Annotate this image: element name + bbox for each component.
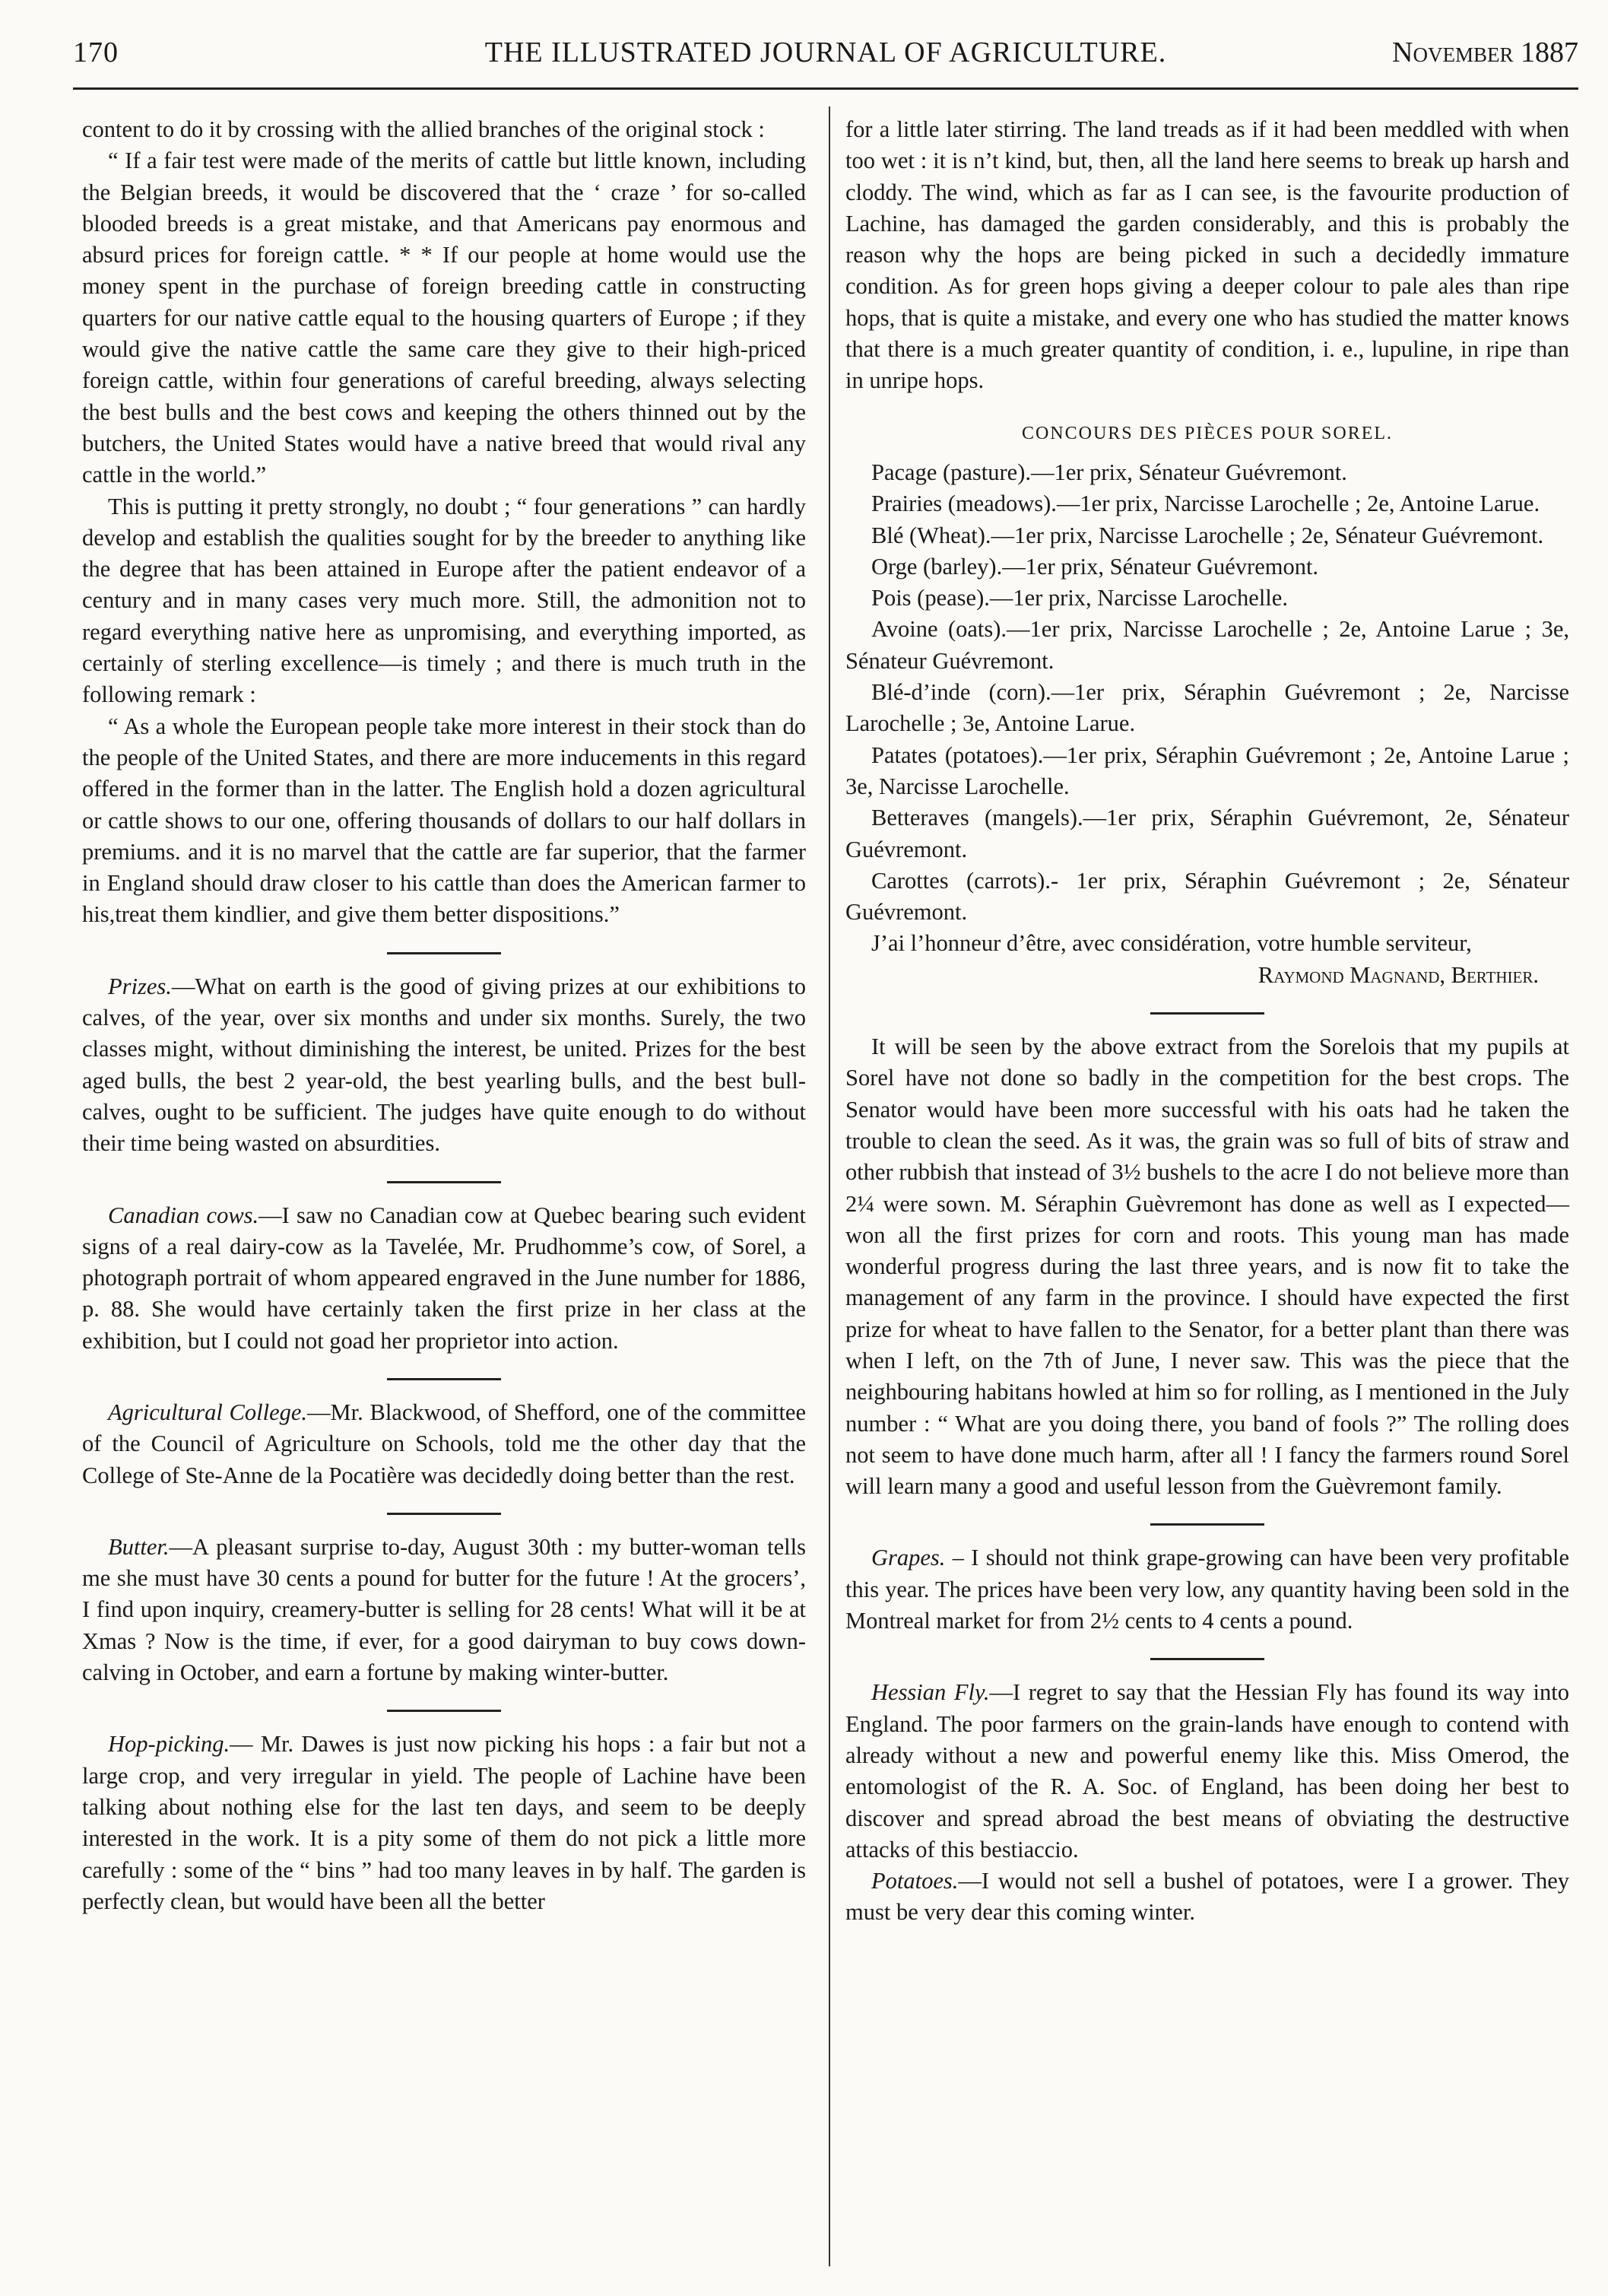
section-grapes [845,1542,1569,1637]
section-separator [387,1378,501,1380]
section-body: — Mr. Dawes is just now picking his hops : a fair but not a large crop, and very irregular in yield. The people of Lachine have been talking about nothing else for the last ten days, and seem to be deeply interested in the work. It is a pity some of them do not pick a little more carefully : some of the “ bins ” had too many leaves in by half. The garden is perfectly clean, but would have been all the better [82,1731,806,1914]
section-body: – I should not think grape-growing can have been very profitable this year. The prices have been very low, any quantity having been sold in the Montreal market for from 2½ cents to 4 cents a pound. [845,1545,1569,1634]
page-number: 170 [73,37,119,68]
issue-date: November 1887 [1392,37,1578,68]
prize-entry: Orge (barley).—1er prix, Sénateur Guévremont. [871,553,1319,580]
section-heading: Grapes. [871,1545,946,1571]
section-body: —I saw no Canadian cow at Quebec bearing such evident signs of a real dairy-cow as la Tavelée, Mr. Prudhomme’s cow, of Sorel, a photograph portrait of whom appeared engraved in the June number for 1886, p. 88. She would have certainly taken the first prize in her class at the exhibition, but I could not goad her proprietor into action. [82,1202,806,1354]
prize-entry: Pacage (pasture).—1er prix, Sénateur Guévremont. [871,459,1347,485]
section-heading: Hop-picking. [108,1731,230,1758]
prize-entry: Prairies (meadows).—1er prix, Narcisse Larochelle ; 2e, Antoine Larue. [871,491,1540,517]
journal-title: THE ILLUSTRATED JOURNAL OF AGRICULTURE. [484,37,1167,68]
right-column [845,114,1569,1929]
section-heading: Agricultural College. [108,1399,308,1425]
left-column [82,114,806,1917]
section-heading: Prizes. [108,973,172,999]
prize-entry: Pois (pease).—1er prix, Narcisse Larochelle. [871,585,1288,611]
prize-entry: Avoine (oats).—1er prix, Narcisse Larochelle ; 2e, Antoine Larue ; 3e, Sénateur Guévremont. [845,616,1569,674]
section-separator [1150,1012,1264,1015]
section-separator [1150,1658,1264,1660]
column-divider [829,106,830,2266]
running-header [73,29,1578,76]
section-heading: Potatoes. [871,1868,959,1894]
section-body: —I regret to say that the Hessian Fly has found its way into England. The poor farmers on the grain-lands have enough to contend with already without a new and powerful enemy like this. Miss Omerod, the entomologist of the R. A. Soc. of England, has been doing her best to discover and spread abroad the best means of obviating the destructive attacks of this bestiaccio. [845,1679,1569,1863]
section-separator [387,952,501,954]
section-separator [387,1513,501,1515]
concours-title: CONCOURS DES PIÈCES POUR SOREL. [1021,423,1394,443]
section-separator [1150,1523,1264,1526]
section-butter [82,1532,806,1688]
paragraph: It will be seen by the above extract from the Sorelois that my pupils at Sorel have not done so badly in the competition for the best crops. The Senator would have been more successful with his oats had he taken the trouble to clean the seed. As it was, the grain was so full of bits of straw and other rubbish that instead of 3½ bushels to the acre I do not believe more than 2¼ were sown. M. Séraphin Guèvremont has done as well as I expected—won all the first prizes for corn and roots. This young man has made wonderful progress during the last three years, and is now fit to take the management of any farm in the province. I should have expected the first prize for wheat to have fallen to the Senator, for a better plant than there was when I left, on the 7th of June, I never saw. This was the piece that the neighbouring habitans howled at him so for rolling, as I mentioned in the July number : “ What are you doing there, you band of fools ?” The rolling does not seem to have done much harm, after all ! I fancy the farmers round Sorel will learn many a good and useful lesson from the Guèvremont family. [845,1034,1569,1500]
paragraph: This is putting it pretty strongly, no doubt ; “ four generations ” can hardly develop and establish the qualities sought for by the breeder to anything like the degree that has been attained in Europe after the patient endeavor of a century and in many cases very much more. Still, the admonition not to regard everything native here as unpromising, and everything imported, as certainly of sterling excellence—is timely ; and there is much truth in the following remark : [82,493,806,708]
signature: Raymond Magnand, Berthier. [1258,961,1539,988]
section-body: —I would not sell a bushel of potatoes, were I a grower. They must be very dear this coming winter. [845,1868,1569,1926]
closing-line: J’ai l’honneur d’être, avec considération, votre humble serviteur, [871,930,1472,957]
paragraph: for a little later stirring. The land treads as if it had been meddled with when too wet : it is n’t kind, but, then, all the land here seems to break up harsh and cloddy. The wind, which as far as I can see, is the favourite production of Lachine, has damaged the garden considerably, and this is probably the reason why the hops are being picked in such a decidedly immature condition. As for green hops giving a deeper colour to pale ales than ripe hops, that is quite a mistake, and every one who has studied the matter knows that there is a much greater quantity of condition, i. e., lupuline, in ripe than in unripe hops. [845,116,1569,394]
section-heading: Hessian Fly. [871,1679,990,1706]
section-body: —A pleasant surprise to-day, August 30th : my butter-woman tells me she must have 30 cents a pound for butter for the future ! At the grocers’, I find upon inquiry, creamery-butter is selling for 28 cents! What will it be at Xmas ? Now is the time, if ever, for a good dairyman to buy cows down-calving in October, and earn a fortune by making winter-butter. [82,1533,806,1686]
section-hop-picking [82,1729,806,1917]
prize-entry: Carottes (carrots).- 1er prix, Séraphin Guévremont ; 2e, Sénateur Guévremont. [845,867,1569,926]
section-body: —Mr. Blackwood, of Shefford, one of the committee of the Council of Agriculture on Schools, told me the other day that the College of Ste-Anne de la Pocatière was decidedly doing better than the rest. [82,1399,807,1488]
section-separator [387,1710,501,1712]
prize-entry: Betteraves (mangels).—1er prix, Séraphin Guévremont, 2e, Sénateur Guévremont. [845,805,1569,862]
prize-entry: Patates (potatoes).—1er prix, Séraphin Guévremont ; 2e, Antoine Larue ; 3e, Narcisse Larochelle. [845,742,1569,799]
quotation: “ If a fair test were made of the merits of cattle but little known, including the Belgian breeds, it would be discovered that the ‘ craze ’ for so-called blooded breeds is a great mistake, and that Americans pay enormous and absurd prices for foreign cattle. * * If our people at home would use the money spent in the purchase of foreign breeding cattle in constructing quarters for our native cattle equal to the housing quarters of Europe ; if they would give the native cattle the same care they give to their high-priced foreign cattle, within four generations of careful breeding, always selecting the best bulls and the best cows and keeping the others thinned out by the butchers, the United States would have a native breed that would rival any cattle in the world.” [82,148,806,488]
prize-entry: Blé-d’inde (corn).—1er prix, Séraphin Guévremont ; 2e, Narcisse Larochelle ; 3e, Antoine Larue. [845,679,1569,737]
section-canadian-cows [82,1200,806,1357]
section-heading: Butter. [108,1533,170,1560]
section-potatoes [845,1866,1569,1929]
paragraph: content to do it by crossing with the allied branches of the original stock : [82,116,765,142]
section-heading: Canadian cows. [108,1202,259,1228]
section-hessian-fly [845,1677,1569,1866]
quotation: “ As a whole the European people take more interest in their stock than do the people of the United States, and there are more inducements in this regard offered in the former than in the latter. The English hold a dozen agricultural or cattle shows to our one, offering thousands of dollars to our half dollars in premiums. and it is no marvel that the cattle are far superior, that the farmer in England should draw closer to his cattle than does the American farmer to his,treat them kindlier, and give them better dispositions.” [82,713,806,928]
section-separator [387,1181,501,1183]
prize-entry: Blé (Wheat).—1er prix, Narcisse Larochelle ; 2e, Sénateur Guévremont. [871,522,1544,548]
header-rule [73,87,1578,90]
section-agricultural-college [82,1397,806,1491]
section-body: —What on earth is the good of giving prizes at our exhibitions to calves, of the year, over six months and under six months. Surely, the two classes might, without diminishing the interest, be united. Prizes for the best aged bulls, the best 2 year-old, the best yearling bulls, and the best bull-calves, ought to be sufficient. The judges have quite enough to do without their time being wasted on absurdities. [82,973,806,1157]
section-prizes [82,971,806,1160]
